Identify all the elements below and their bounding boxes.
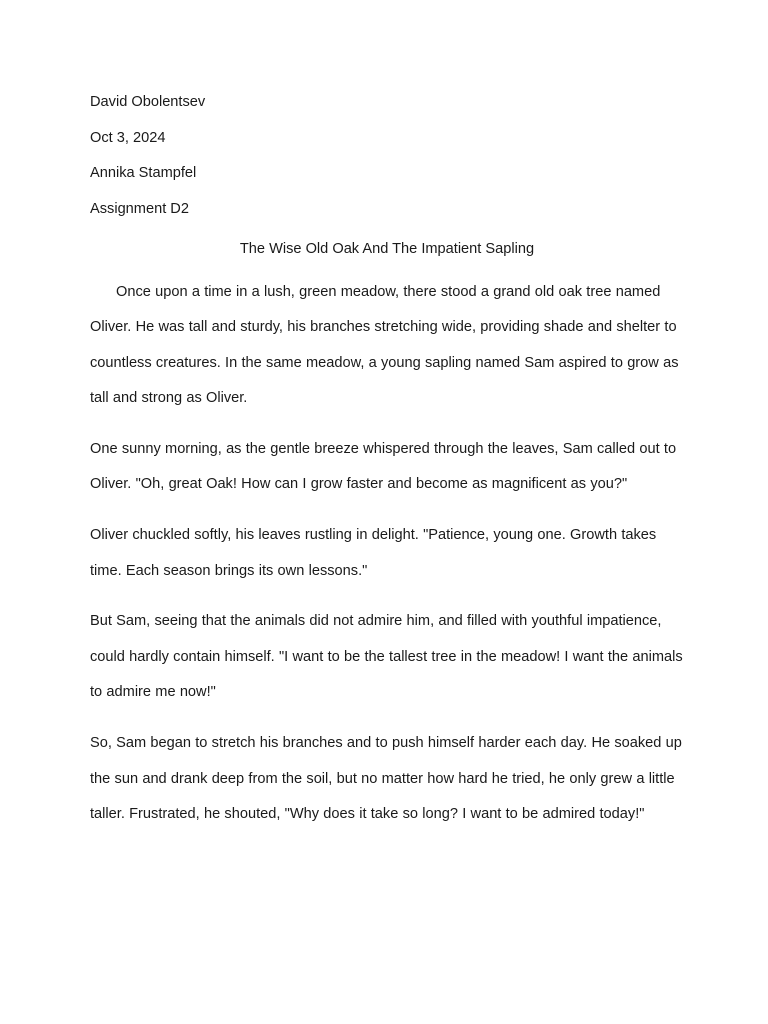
paragraph-1: Once upon a time in a lush, green meadow, there stood a grand old oak tree named Oliver. He was tall and sturdy, his branches stretching wide, providing shade and shelter to countless creatures. In the same meadow, a young sapling named Sam aspired to grow as tall and strong as Oliver. — [90, 283, 679, 407]
assignment-name: Assignment D2 — [90, 200, 189, 217]
document-title: The Wise Old Oak And The Impatient Sapling — [239, 240, 535, 257]
paragraph-4: But Sam, seeing that the animals did not admire him, and filled with youthful impatience, could hardly contain himself. "I want to be the tallest tree in the meadow! I want the animals to admire me now!" — [90, 613, 683, 701]
submission-date: Oct 3, 2024 — [90, 129, 166, 146]
document-body — [90, 90, 684, 848]
instructor-name: Annika Stampfel — [90, 165, 197, 181]
paragraph-2: One sunny morning, as the gentle breeze whispered through the leaves, Sam called out to Oliver. "Oh, great Oak! How can I grow faster and become as magnificent as you?" — [90, 440, 677, 493]
paragraph-5: So, Sam began to stretch his branches and to push himself harder each day. He soaked up the sun and drank deep from the soil, but no matter how hard he tried, he only grew a little taller. Frustrated, he shouted, "Why does it take so long? I want to be admired today!" — [90, 735, 682, 823]
author-name: David Obolentsev — [90, 94, 206, 110]
paragraph-3: Oliver chuckled softly, his leaves rustling in delight. "Patience, young one. Growth takes time. Each season brings its own lessons." — [90, 527, 657, 579]
